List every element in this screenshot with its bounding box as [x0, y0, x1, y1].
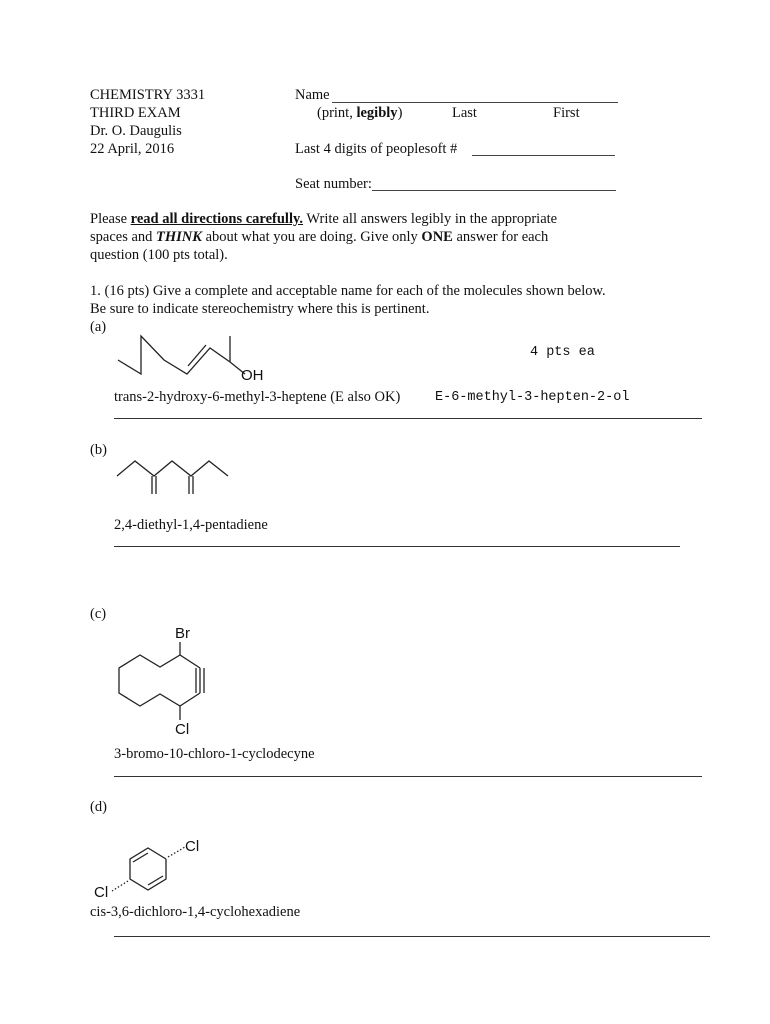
molecule-d-structure — [0, 0, 1, 1]
instructor-name: Dr. O. Daugulis — [90, 123, 182, 139]
molecule-c-br-label: Br — [175, 625, 190, 642]
molecule-d-double-bond-1 — [133, 853, 148, 862]
question-1-line-1: 1. (16 pts) Give a complete and acceptable name for each of the molecules shown below. — [90, 283, 606, 299]
molecule-d-cl-bottom-label: Cl — [94, 884, 109, 901]
part-c-label: (c) — [90, 606, 107, 622]
directions-line-3: question (100 pts total). — [90, 247, 228, 263]
part-a-answer-line[interactable] — [114, 418, 702, 419]
part-a-alt-answer: E-6-methyl-3-hepten-2-ol — [435, 390, 630, 405]
points-note: 4 pts ea — [530, 345, 595, 360]
first-name-label: First — [553, 105, 580, 121]
directions-line-2: spaces and THINK about what you are doing. Give only ONE answer for each — [90, 229, 549, 245]
molecule-d-cl-top-label: Cl — [185, 838, 200, 855]
name-label: Name — [295, 87, 330, 103]
last-name-label: Last — [452, 105, 477, 121]
molecule-d-hash-bond-bottom — [112, 881, 128, 891]
part-b-answer: 2,4-diethyl-1,4-pentadiene — [114, 517, 268, 533]
print-legibly-note: (print, legibly) — [317, 105, 403, 121]
exam-date: 22 April, 2016 — [90, 141, 175, 157]
course-title: CHEMISTRY 3331 — [90, 87, 206, 103]
part-a-label: (a) — [90, 319, 107, 335]
molecule-c-cl-label: Cl — [175, 721, 190, 738]
molecule-a-skeleton — [118, 336, 245, 374]
peoplesoft-label: Last 4 digits of peoplesoft # — [295, 141, 458, 157]
part-d-label: (d) — [90, 799, 107, 815]
seat-number-label: Seat number: — [295, 176, 372, 192]
molecule-a-oh-label: OH — [241, 367, 264, 384]
molecule-d-ring — [130, 848, 166, 890]
directions-line-1: Please read all directions carefully. Write all answers legibly in the appropriate — [90, 211, 558, 227]
part-a-answer: trans-2-hydroxy-6-methyl-3-heptene (E also OK) — [114, 389, 401, 405]
exam-title: THIRD EXAM — [90, 105, 181, 121]
part-c-answer: 3-bromo-10-chloro-1-cyclodecyne — [114, 746, 315, 762]
part-c-answer-line[interactable] — [114, 776, 702, 777]
molecule-d-hash-bond-top — [168, 847, 185, 857]
part-b-answer-line[interactable] — [114, 546, 680, 547]
question-1-line-2: Be sure to indicate stereochemistry where this is pertinent. — [90, 301, 430, 317]
name-blank[interactable] — [332, 102, 618, 103]
molecule-c-ring — [119, 655, 200, 706]
peoplesoft-blank[interactable] — [472, 155, 615, 156]
seat-number-blank[interactable] — [372, 190, 616, 191]
molecule-b-skeleton — [117, 461, 228, 476]
part-d-answer: cis-3,6-dichloro-1,4-cyclohexadiene — [90, 904, 301, 920]
molecule-d-double-bond-2 — [148, 876, 163, 885]
part-d-answer-line[interactable] — [114, 936, 710, 937]
part-b-label: (b) — [90, 442, 107, 458]
